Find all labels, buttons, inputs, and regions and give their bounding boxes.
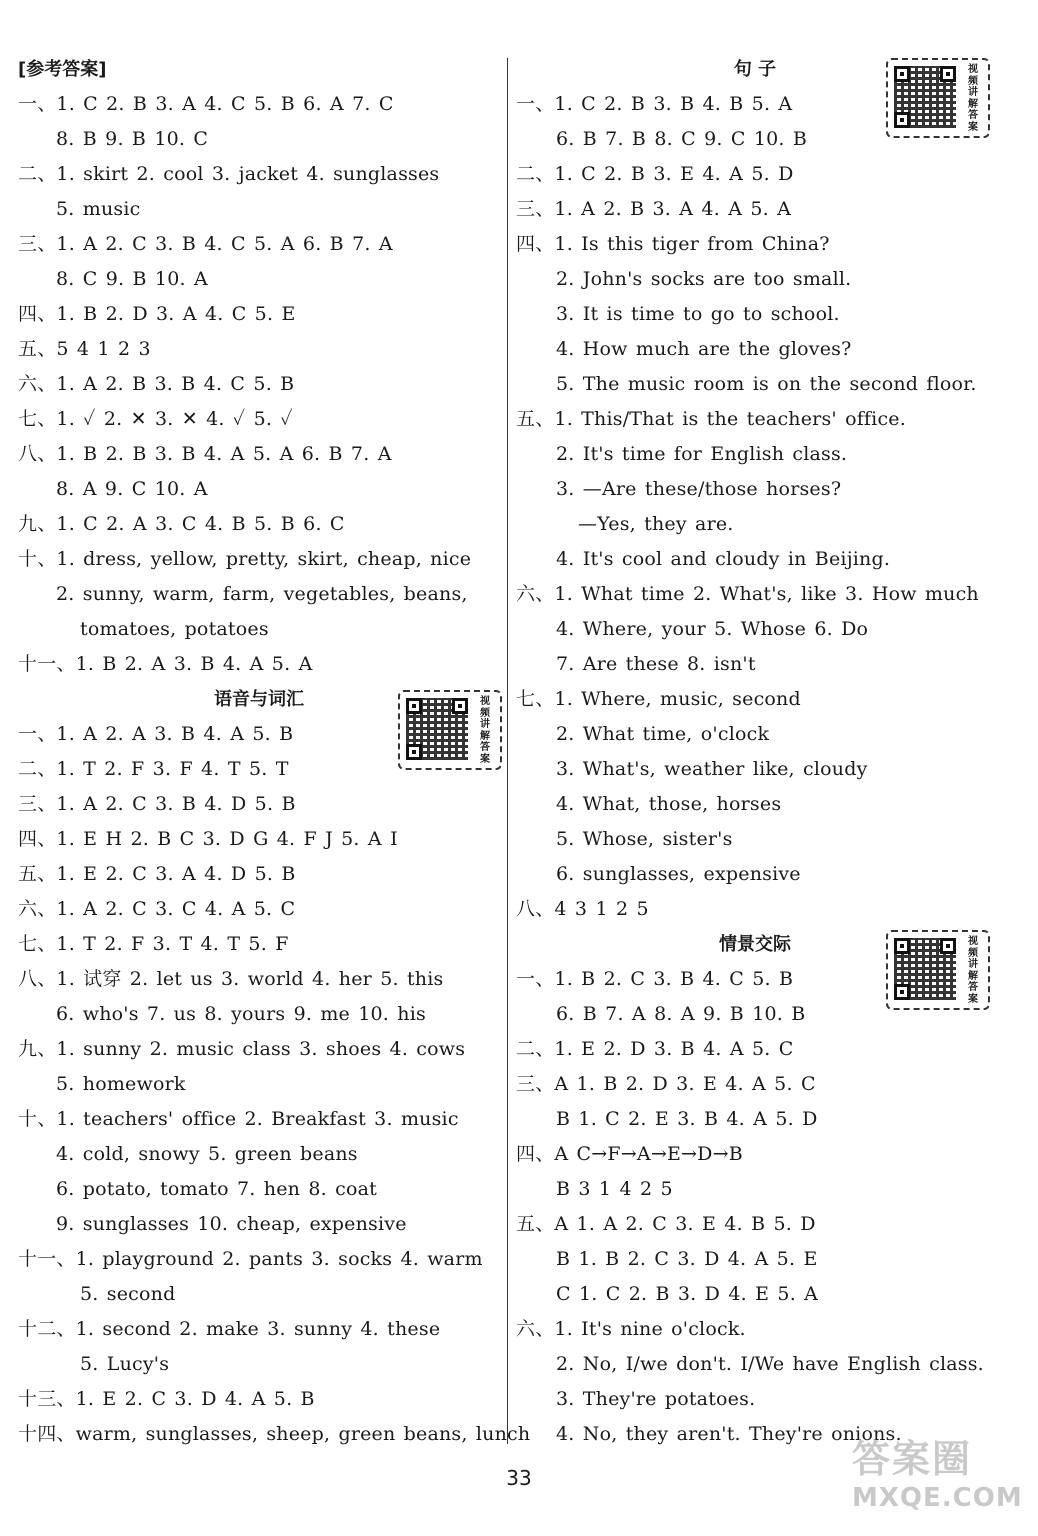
answer-line: 4. It's cool and cloudy in Beijing. xyxy=(556,548,891,570)
answer-line: 二、1. T 2. F 3. F 4. T 5. T xyxy=(18,758,289,780)
answer-line: 二、1. skirt 2. cool 3. jacket 4. sunglasses xyxy=(18,163,440,185)
answer-line: 7. Are these 8. isn't xyxy=(556,653,756,675)
answer-line: 六、1. What time 2. What's, like 3. How much xyxy=(516,583,979,605)
answer-line: 2. It's time for English class. xyxy=(556,443,848,465)
answer-line: —Yes, they are. xyxy=(578,513,734,535)
answer-line: 3. It is time to go to school. xyxy=(556,303,840,325)
answer-line: 八、1. 试穿 2. let us 3. world 4. her 5. this xyxy=(18,968,444,990)
answer-line: 5. music xyxy=(56,198,141,220)
answer-line: 4. What, those, horses xyxy=(556,793,782,815)
answer-line: B 1. C 2. E 3. B 4. A 5. D xyxy=(556,1108,818,1130)
answer-line: 8. C 9. B 10. A xyxy=(56,268,208,290)
answer-line: 一、1. C 2. B 3. B 4. B 5. A xyxy=(516,93,793,115)
answer-line: 五、1. This/That is the teachers' office. xyxy=(516,408,906,430)
answer-line: 七、1. ✓ 2. ✕ 3. ✕ 4. ✓ 5. ✓ xyxy=(18,408,293,430)
answer-line: 一、1. C 2. B 3. A 4. C 5. B 6. A 7. C xyxy=(18,93,394,115)
qr-code-sentences[interactable] xyxy=(886,58,990,138)
answer-line: 四、1. B 2. D 3. A 4. C 5. E xyxy=(18,303,296,325)
answer-line: B 1. B 2. C 3. D 4. A 5. E xyxy=(556,1248,818,1270)
answer-line: 4. How much are the gloves? xyxy=(556,338,852,360)
answer-line: C 1. C 2. B 3. D 4. E 5. A xyxy=(556,1283,819,1305)
watermark-text-en: MXQE.COM xyxy=(852,1483,1023,1513)
answer-line: 四、1. Is this tiger from China? xyxy=(516,233,830,255)
answer-line: 五、A 1. A 2. C 3. E 4. B 5. D xyxy=(516,1213,816,1235)
answer-line: 三、1. A 2. C 3. B 4. D 5. B xyxy=(18,793,296,815)
answer-line: 十二、1. second 2. make 3. sunny 4. these xyxy=(18,1318,441,1340)
answer-line: 6. potato, tomato 7. hen 8. coat xyxy=(56,1178,377,1200)
answer-line: 一、1. A 2. A 3. B 4. A 5. B xyxy=(18,723,294,745)
answer-line: 十、1. teachers' office 2. Breakfast 3. music xyxy=(18,1108,459,1130)
answer-line: 六、1. A 2. B 3. B 4. C 5. B xyxy=(18,373,295,395)
answer-line: 六、1. A 2. C 3. C 4. A 5. C xyxy=(18,898,296,920)
answer-line: 5. The music room is on the second floor. xyxy=(556,373,977,395)
answer-line: 十一、1. playground 2. pants 3. socks 4. warm xyxy=(18,1248,483,1270)
qr-label: 视频讲解答案 xyxy=(968,936,978,1005)
answer-line: 二、1. C 2. B 3. E 4. A 5. D xyxy=(516,163,794,185)
answer-line: 七、1. T 2. F 3. T 4. T 5. F xyxy=(18,933,289,955)
answer-line: 二、1. E 2. D 3. B 4. A 5. C xyxy=(516,1038,794,1060)
answer-line: B 3 1 4 2 5 xyxy=(556,1178,673,1200)
answer-line: tomatoes, potatoes xyxy=(80,618,269,640)
answer-line: 一、1. B 2. C 3. B 4. C 5. B xyxy=(516,968,794,990)
answer-line: 3. What's, weather like, cloudy xyxy=(556,758,868,780)
answer-line: 3. —Are these/those horses? xyxy=(556,478,842,500)
answer-line: 五、5 4 1 2 3 xyxy=(18,338,151,360)
answer-line: 七、1. Where, music, second xyxy=(516,688,801,710)
answer-line: 三、1. A 2. C 3. B 4. C 5. A 6. B 7. A xyxy=(18,233,393,255)
answer-line: 2. John's socks are too small. xyxy=(556,268,852,290)
page-number: 33 xyxy=(506,1466,532,1490)
answer-line: 5. Lucy's xyxy=(80,1353,170,1375)
answer-line: 6. B 7. A 8. A 9. B 10. B xyxy=(556,1003,806,1025)
qr-label: 视频讲解答案 xyxy=(968,64,978,133)
qr-label: 视频讲解答案 xyxy=(480,696,490,765)
answer-line: 4. No, they aren't. They're onions. xyxy=(556,1423,902,1445)
answer-line: 十、1. dress, yellow, pretty, skirt, cheap, nice xyxy=(18,548,472,570)
answer-line: 四、1. E H 2. B C 3. D G 4. F J 5. A I xyxy=(18,828,398,850)
column-divider xyxy=(507,58,508,1444)
answer-line: 三、1. A 2. B 3. A 4. A 5. A xyxy=(516,198,792,220)
watermark-text-cn: 答案圈 xyxy=(852,1437,973,1481)
answer-line: 九、1. sunny 2. music class 3. shoes 4. cows xyxy=(18,1038,466,1060)
answer-line: 9. sunglasses 10. cheap, expensive xyxy=(56,1213,407,1235)
answer-line: 六、1. It's nine o'clock. xyxy=(516,1318,746,1340)
answer-line: 三、A 1. B 2. D 3. E 4. A 5. C xyxy=(516,1073,816,1095)
qr-code-communication[interactable] xyxy=(886,930,990,1010)
answer-line: 四、A C→F→A→E→D→B xyxy=(516,1143,743,1165)
answer-line: 3. They're potatoes. xyxy=(556,1388,756,1410)
answer-line: 4. cold, snowy 5. green beans xyxy=(56,1143,358,1165)
answer-line: 2. No, I/we don't. I/We have English class. xyxy=(556,1353,984,1375)
answer-line: 8. A 9. C 10. A xyxy=(56,478,208,500)
answer-line: 五、1. E 2. C 3. A 4. D 5. B xyxy=(18,863,296,885)
answer-key-title: [参考答案] xyxy=(18,59,107,80)
right-answer-column xyxy=(516,52,1006,1452)
watermark-logo xyxy=(852,1428,1032,1528)
answer-line: 6. who's 7. us 8. yours 9. me 10. his xyxy=(56,1003,426,1025)
section-heading: 语音与词汇 xyxy=(214,689,304,710)
section-heading: 情景交际 xyxy=(719,934,791,955)
answer-line: 2. sunny, warm, farm, vegetables, beans, xyxy=(56,583,468,605)
answer-line: 八、4 3 1 2 5 xyxy=(516,898,649,920)
answer-line: 5. homework xyxy=(56,1073,186,1095)
qr-code-vocabulary[interactable] xyxy=(398,690,502,770)
answer-line: 九、1. C 2. A 3. C 4. B 5. B 6. C xyxy=(18,513,345,535)
answer-line: 6. B 7. B 8. C 9. C 10. B xyxy=(556,128,808,150)
section-heading: 句 子 xyxy=(733,59,777,80)
answer-line: 十一、1. B 2. A 3. B 4. A 5. A xyxy=(18,653,313,675)
answer-line: 十三、1. E 2. C 3. D 4. A 5. B xyxy=(18,1388,315,1410)
answer-line: 5. second xyxy=(80,1283,176,1305)
answer-line: 6. sunglasses, expensive xyxy=(556,863,801,885)
answer-line: 8. B 9. B 10. C xyxy=(56,128,209,150)
answer-line: 4. Where, your 5. Whose 6. Do xyxy=(556,618,869,640)
answer-line: 八、1. B 2. B 3. B 4. A 5. A 6. B 7. A xyxy=(18,443,392,465)
answer-line: 十四、warm, sunglasses, sheep, green beans, lunch xyxy=(18,1423,531,1445)
answer-line: 2. What time, o'clock xyxy=(556,723,770,745)
answer-line: 5. Whose, sister's xyxy=(556,828,733,850)
